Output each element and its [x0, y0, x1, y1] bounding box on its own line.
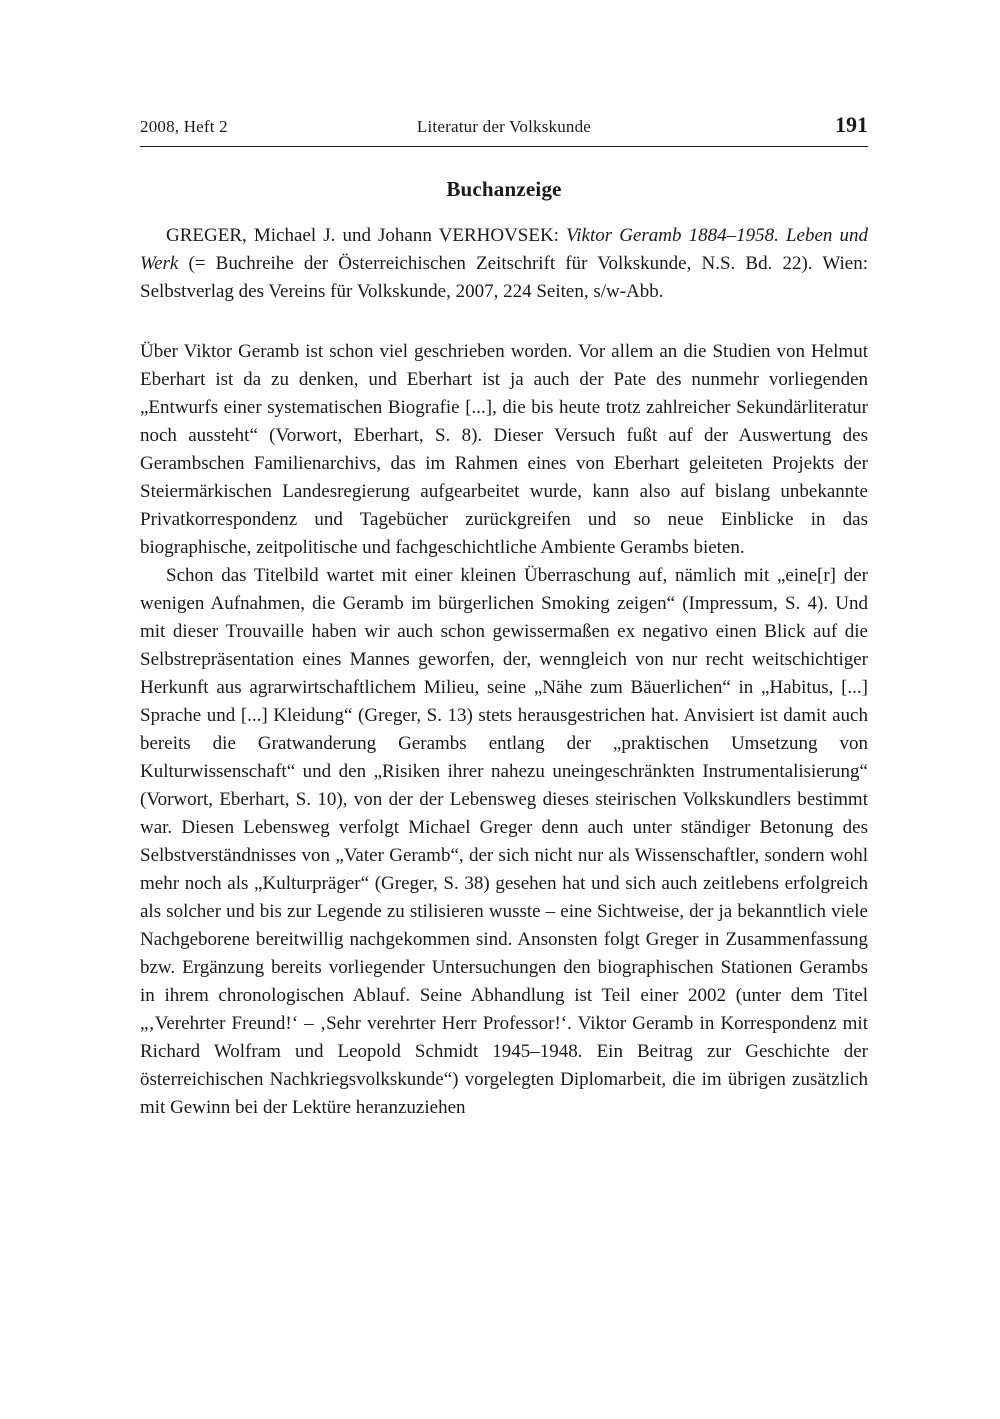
reference-authors: GREGER, Michael J. und Johann VERHOVSEK:: [166, 225, 567, 246]
journal-title: Literatur der Volkskunde: [416, 117, 592, 136]
reference-details: (= Buchreihe der Österreichischen Zeitschrift für Volkskunde, N.S. Bd. 22). Wien: Selbstverlag des Vereins für Volkskunde, 2007, 224 Seiten, s/w-Abb.: [140, 253, 868, 302]
review-paragraph-1: Über Viktor Geramb ist schon viel geschrieben worden. Vor allem an die Studien von Helmut Eberhart ist da zu denken, und Eberhart ist ja auch der Pate des nunmehr vorliegenden „Entwurfs einer systematischen Biografie [...], die bis heute trotz zahlreicher Sekundärliteratur noch aussteht“ (Vorwort, Eberhart, S. 8). Dieser Versuch fußt auf der Auswertung des Gerambschen Familienarchivs, das im Rahmen eines von Eberhart geleiteten Projekts der Steiermärkischen Landesregierung aufgearbeitet wurde, kann also auf bislang unbekannte Privatkorrespondenz und Tagebücher zurückgreifen und so neue Einblicke in das biographische, zeitpolitische und fachgeschichtliche Ambiente Gerambs bieten.: [140, 341, 868, 558]
page-number: 191: [835, 112, 868, 137]
review-paragraph-2: Schon das Titelbild wartet mit einer kleinen Überraschung auf, nämlich mit „eine[r] der wenigen Aufnahmen, die Geramb im bürgerlichen Smoking zeigen“ (Impressum, S. 4). Und mit dieser Trouvaille haben wir auch schon gewissermaßen ex negativo einen Blick auf die Selbstrepräsentation eines Mannes geworfen, der, wenngleich von nur recht weitschichtiger Herkunft aus agrarwirtschaftlichem Milieu, seine „Nähe zum Bäuerlichen“ in „Habitus, [...] Sprache und [...] Kleidung“ (Greger, S. 13) stets herausgestrichen hat. Anvisiert ist damit auch bereits die Gratwanderung Gerambs entlang der „praktischen Umsetzung von Kulturwissenschaft“ und den „Risiken ihrer nahezu uneingeschränkten Instrumentalisierung“ (Vorwort, Eberhart, S. 10), von der der Lebensweg dieses steirischen Volkskundlers bestimmt war. Diesen Lebensweg verfolgt Michael Greger denn auch unter ständiger Betonung des Selbstverständnisses von „Vater Geramb“, der sich nicht nur als Wissenschaftler, sondern wohl mehr noch als „Kulturpräger“ (Greger, S. 38) gesehen hat und sich auch zeitlebens erfolgreich als solcher und bis zur Legende zu stilisieren wusste – eine Sichtweise, der ja bekanntlich viele Nachgeborene bereitwillig nachgekommen sind. Ansonsten folgt Greger in Zusammenfassung bzw. Ergänzung bereits vorliegender Untersuchungen den biographischen Stationen Gerambs in ihrem chronologischen Ablauf. Seine Abhandlung ist Teil einer 2002 (unter dem Titel „‚Verehrter Freund!‘ – ‚Sehr verehrter Herr Professor!‘. Viktor Geramb in Korrespondenz mit Richard Wolfram und Leopold Schmidt 1945–1948. Ein Beitrag zur Geschichte der österreichischen Nachkriegsvolkskunde“) vorgelegten Diplomarbeit, die im übrigen zusätzlich mit Gewinn bei der Lektüre heranzuziehen: [140, 565, 868, 1118]
section-title: Buchanzeige: [446, 177, 562, 201]
book-reference: [140, 222, 868, 306]
issue-label: 2008, Heft 2: [140, 117, 228, 136]
page-header: [140, 112, 868, 147]
reference-book-title: Viktor Geramb 1884–1958. Leben und Werk: [140, 225, 868, 274]
